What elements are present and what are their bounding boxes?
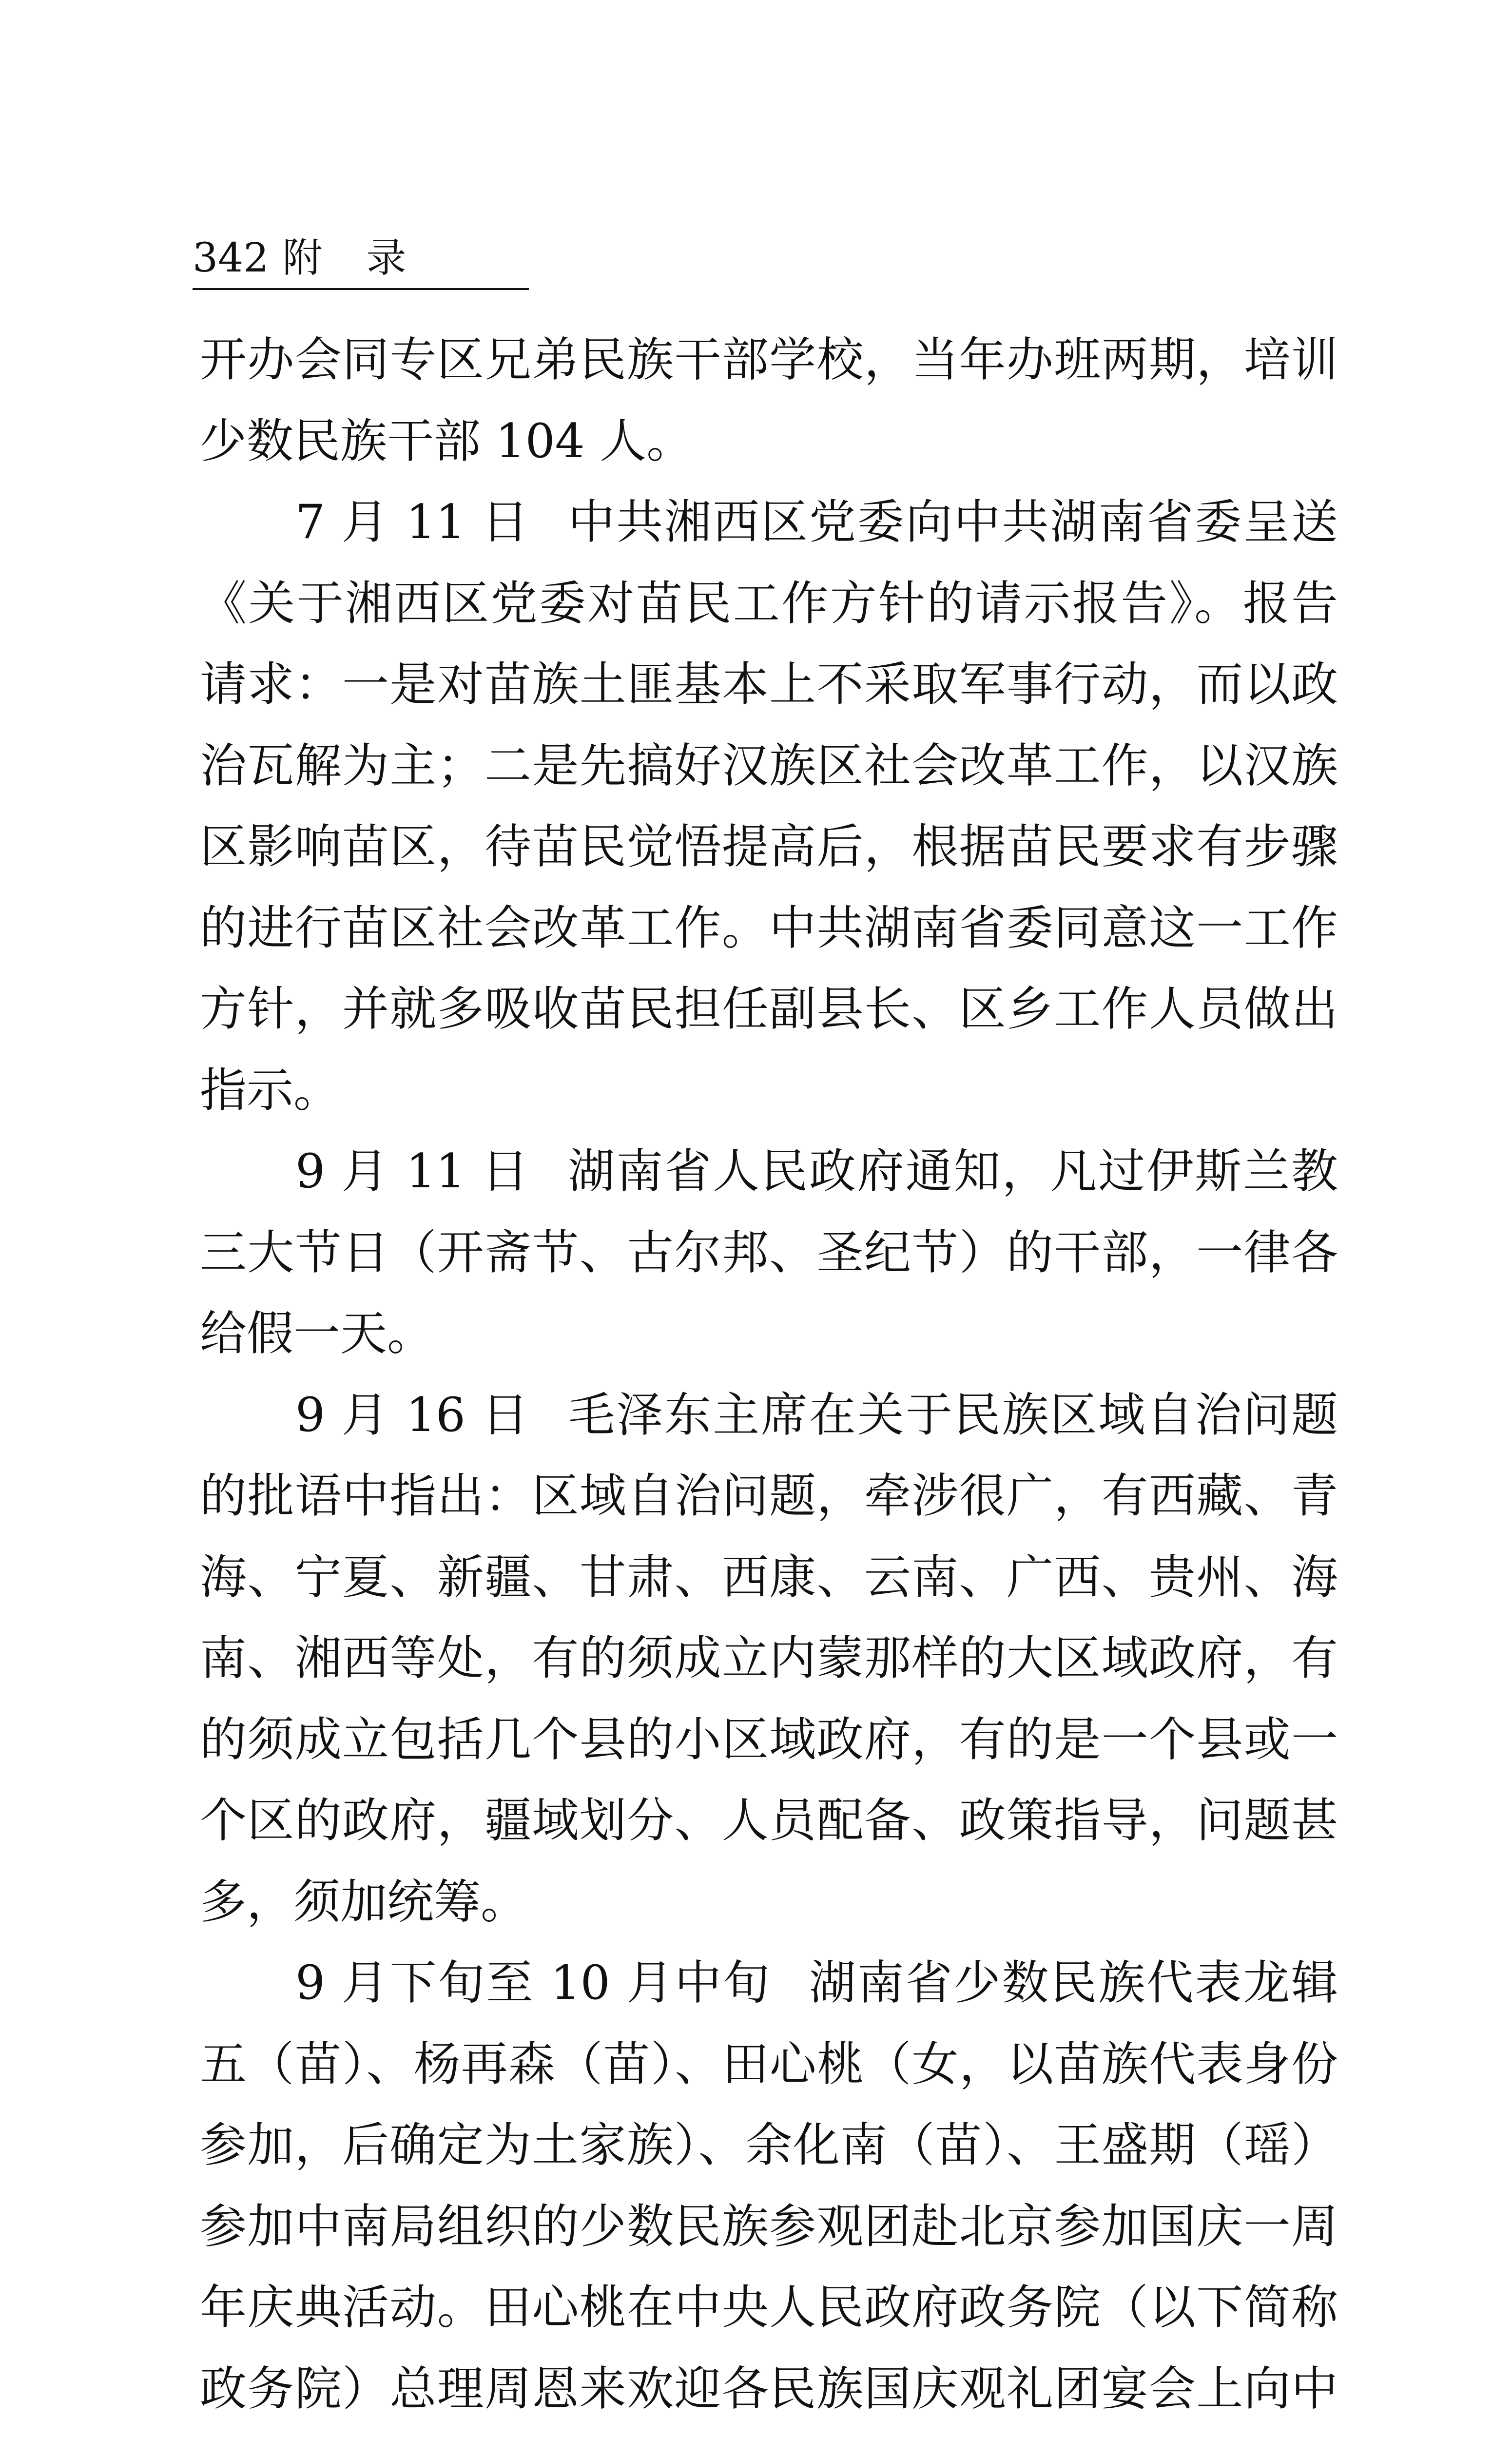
body-text (200, 319, 1338, 2437)
section-title: 附录 (282, 235, 450, 281)
running-header (193, 232, 529, 290)
chronicle-entry (200, 1374, 1338, 1943)
entry-text: 中共湘西区党委向中共湖南省委呈送《关于湘西区党委对苗民工作方针的请示报告》。报告请求：一是对苗族土匪基本上不采取军事行动，而以政治瓦解为主；二是先搞好汉族区社会改革工作，以汉族区影响苗区，待苗民觉悟提高后，根据苗民要求有步骤的进行苗区社会改革工作。中共湖南省委同意这一工作方针，并就多吸收苗民担任副县长、区乡工作人员做出指示。 (200, 495, 1338, 1118)
paragraph-text: 开办会同专区兄弟民族干部学校，当年办班两期，培训少数民族干部 104 人。 (200, 332, 1338, 468)
chronicle-entry (200, 482, 1338, 1131)
chronicle-entry (200, 1942, 1338, 2437)
entry-date: 7 月 11 日 (295, 495, 530, 549)
page-number: 342 (193, 235, 269, 281)
entry-text: 湖南省人民政府通知，凡过伊斯兰教三大节日（开斋节、古尔邦、圣纪节）的干部，一律各给假一天。 (200, 1144, 1338, 1361)
entry-date: 9 月 16 日 (295, 1387, 530, 1442)
chronicle-entry (200, 1131, 1338, 1374)
entry-text: 湖南省少数民族代表龙辑五（苗）、杨再森（苗）、田心桃（女，以苗族代表身份参加，后确定为土家族）、余化南（苗）、王盛期（瑶）参加中南局组织的少数民族参观团赴北京参加国庆一周年庆典活动。田心桃在中央人民政府政务院（以下简称政务院）总理周恩来欢迎各民族国庆观礼团宴会上向中 (200, 1955, 1338, 2416)
entry-date: 9 月 11 日 (295, 1144, 530, 1199)
entry-date: 9 月下旬至 10 月中旬 (295, 1955, 771, 2010)
paragraph-continuation (200, 319, 1338, 482)
entry-text: 毛泽东主席在关于民族区域自治问题的批语中指出：区域自治问题，牵涉很广，有西藏、青海、宁夏、新疆、甘肃、西康、云南、广西、贵州、海南、湘西等处，有的须成立内蒙那样的大区域政府，有的须成立包括几个县的小区域政府，有的是一个县或一个区的政府，疆域划分、人员配备、政策指导，问题甚多，须加统筹。 (200, 1387, 1338, 1929)
